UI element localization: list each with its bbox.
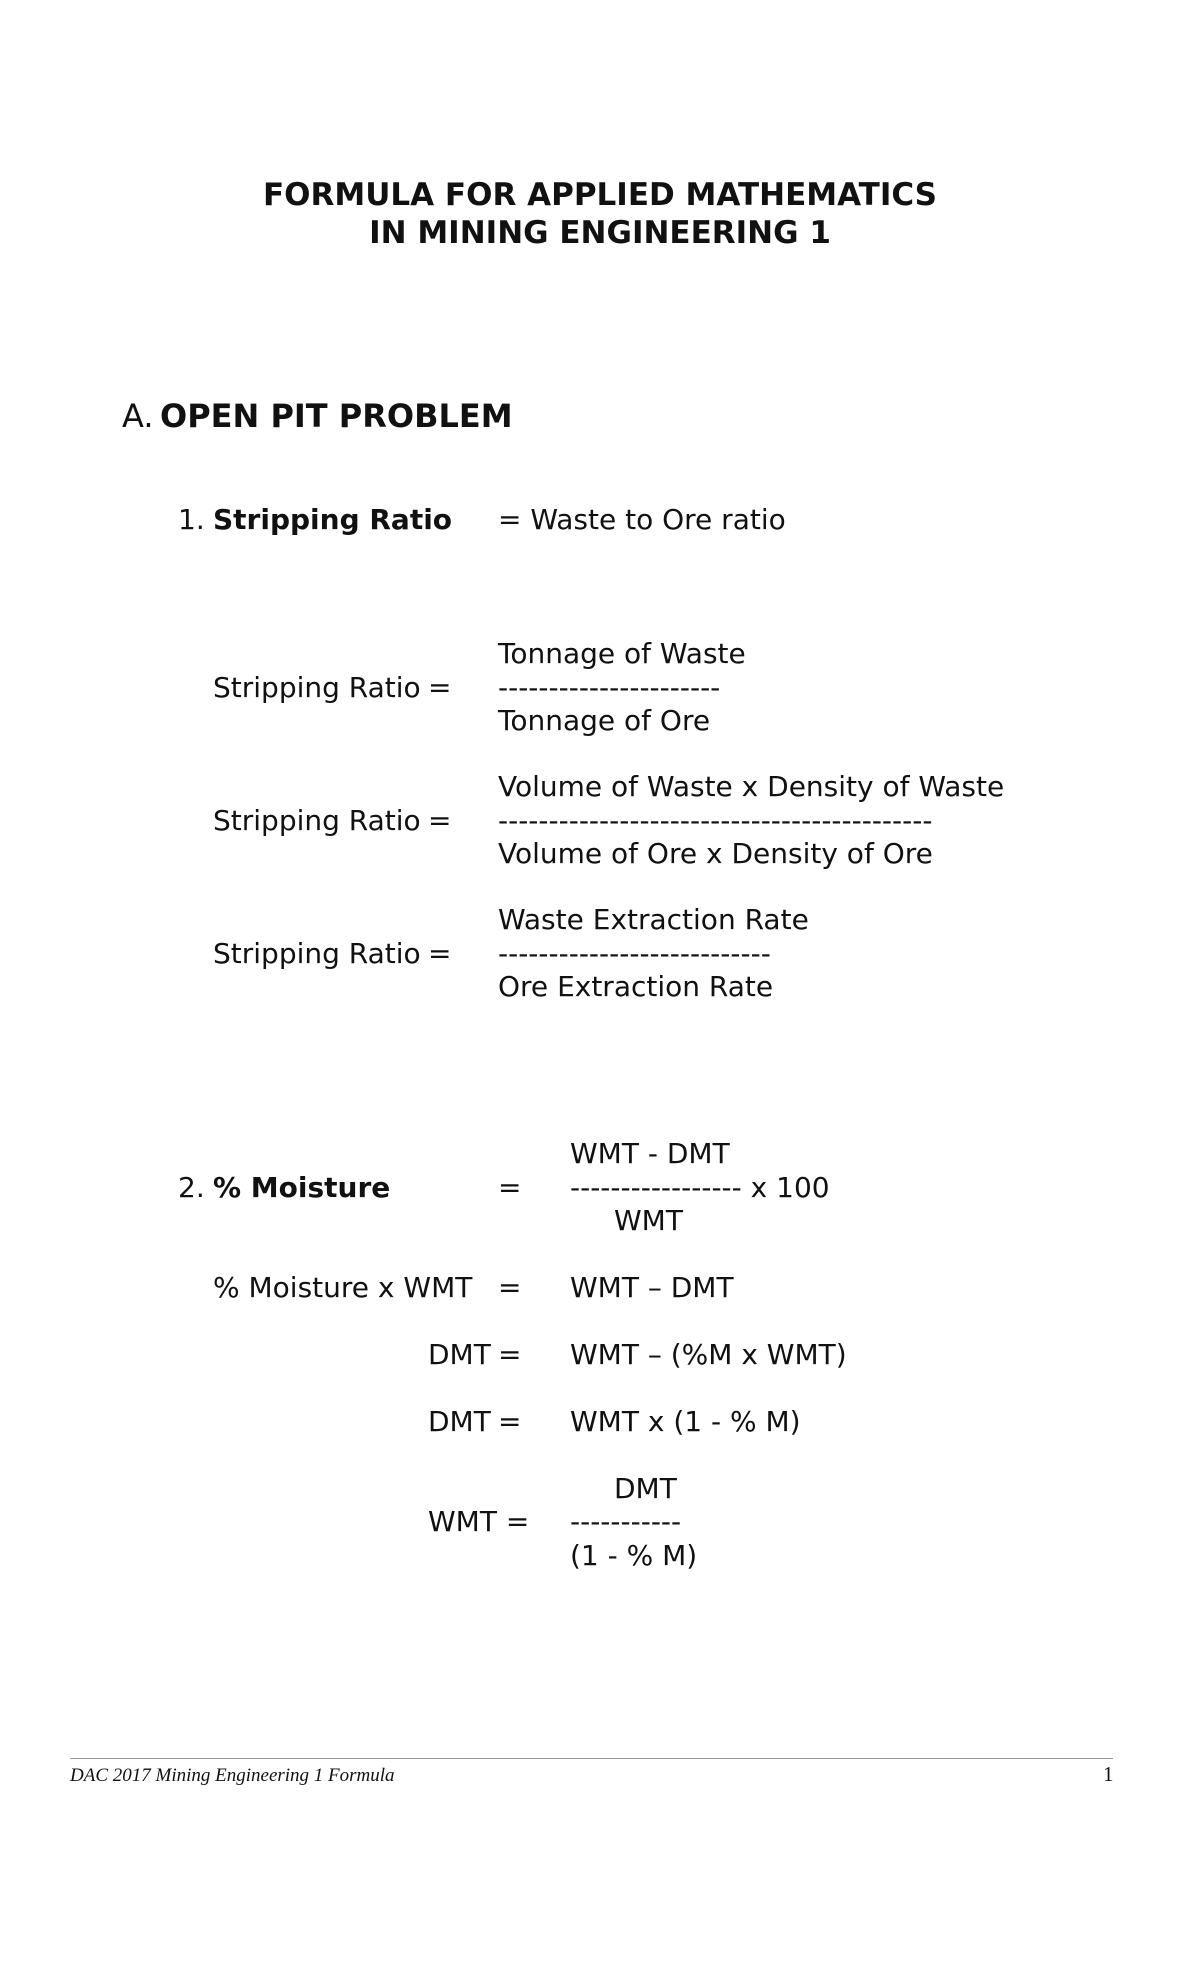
formula-2-fraction-bar: ------------------------------------------- xyxy=(498,804,933,837)
moisture-row-1-rhs: WMT – DMT xyxy=(570,1271,734,1304)
item-2-numerator: WMT - DMT xyxy=(570,1137,730,1170)
formula-3-denominator: Ore Extraction Rate xyxy=(498,970,774,1003)
item-2-number: 2. xyxy=(178,1171,205,1204)
section-heading: OPEN PIT PROBLEM xyxy=(160,397,513,435)
moisture-row-2-rhs: WMT – (%M x WMT) xyxy=(570,1338,847,1371)
moisture-row-3-rhs: WMT x (1 - % M) xyxy=(570,1405,801,1438)
item-1-heading: Stripping Ratio xyxy=(213,503,453,536)
section-letter: A. xyxy=(122,397,154,435)
document-title-line-2: IN MINING ENGINEERING 1 xyxy=(369,215,831,251)
formula-3-numerator: Waste Extraction Rate xyxy=(498,903,809,936)
formula-3-lhs: Stripping Ratio xyxy=(213,937,421,970)
footer-text: DAC 2017 Mining Engineering 1 Formula xyxy=(70,1765,395,1786)
formula-3-equals: = xyxy=(428,937,452,970)
formula-1-fraction-bar: ---------------------- xyxy=(498,671,721,704)
item-2-heading: % Moisture xyxy=(213,1171,391,1204)
wmt-formula-fraction-bar: ----------- xyxy=(570,1505,682,1538)
moisture-row-1-lhs: % Moisture x WMT xyxy=(213,1271,473,1304)
moisture-row-2-equals: = xyxy=(498,1338,522,1371)
moisture-row-2-lhs: DMT xyxy=(428,1338,491,1371)
formula-2-lhs: Stripping Ratio xyxy=(213,804,421,837)
wmt-formula-numerator: DMT xyxy=(614,1472,677,1505)
wmt-formula-denominator: (1 - % M) xyxy=(570,1539,698,1572)
formula-1-denominator: Tonnage of Ore xyxy=(498,704,711,737)
item-1-definition: = Waste to Ore ratio xyxy=(498,503,786,536)
item-2-denominator: WMT xyxy=(614,1204,683,1237)
formula-2-numerator: Volume of Waste x Density of Waste xyxy=(498,770,1005,803)
formula-1-equals: = xyxy=(428,671,452,704)
footer-rule xyxy=(70,1758,1113,1759)
formula-1-lhs: Stripping Ratio xyxy=(213,671,421,704)
formula-3-fraction-bar: --------------------------- xyxy=(498,937,771,970)
item-1-number: 1. xyxy=(178,503,205,536)
formula-2-equals: = xyxy=(428,804,452,837)
moisture-row-1-equals: = xyxy=(498,1271,522,1304)
wmt-formula-lhs: WMT = xyxy=(428,1505,530,1538)
moisture-row-3-lhs: DMT xyxy=(428,1405,491,1438)
document-title-line-1: FORMULA FOR APPLIED MATHEMATICS xyxy=(262,177,938,213)
footer-page-number: 1 xyxy=(1103,1762,1114,1786)
item-2-equals: = xyxy=(498,1171,522,1204)
moisture-row-3-equals: = xyxy=(498,1405,522,1438)
formula-1-numerator: Tonnage of Waste xyxy=(498,637,746,670)
item-2-fraction-bar: ----------------- x 100 xyxy=(570,1171,830,1204)
formula-2-denominator: Volume of Ore x Density of Ore xyxy=(498,837,933,870)
